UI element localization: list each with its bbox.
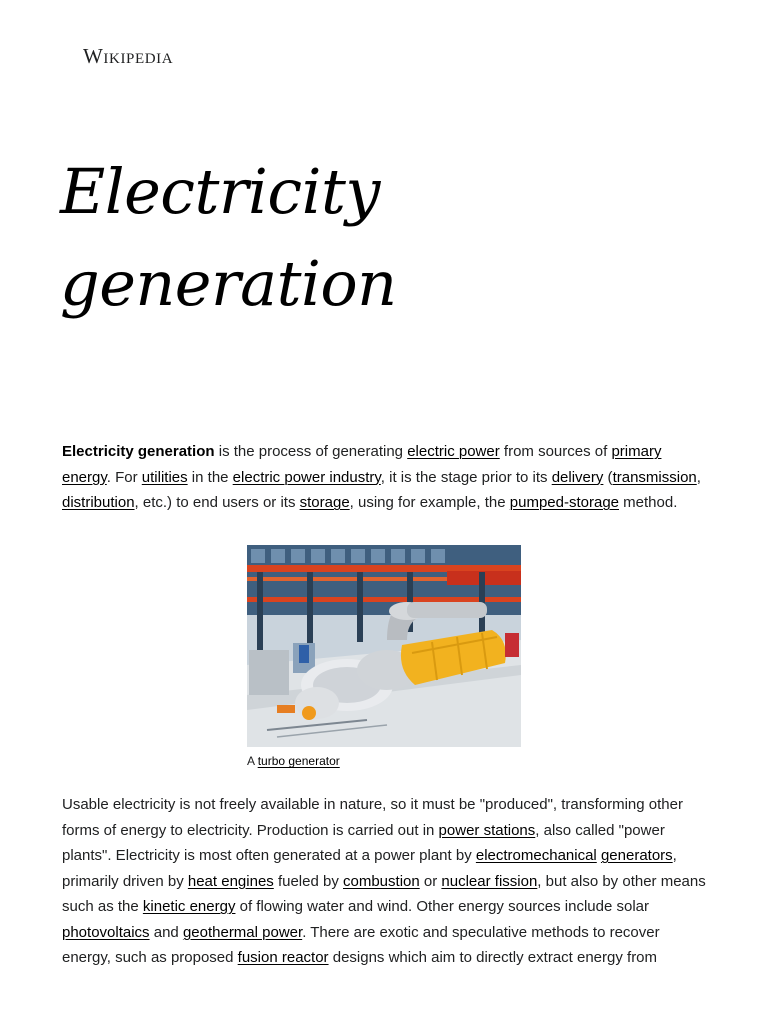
link-delivery[interactable]: delivery xyxy=(551,468,604,486)
paragraph-text: , etc.) to end users or its xyxy=(134,494,300,511)
link-electric-power[interactable]: electric power xyxy=(407,443,500,460)
paragraph-text: of flowing water and wind. Other energy sources include solar xyxy=(235,898,650,915)
paragraph-text: fueled by xyxy=(273,872,343,890)
page-title-line-2: generation xyxy=(60,247,397,320)
paragraph-text: , but also by other means such as the xyxy=(62,872,706,915)
link-distribution[interactable]: distribution xyxy=(62,494,135,511)
paragraph-text: designs which aim to directly extract energy from xyxy=(328,949,658,966)
figure-caption xyxy=(247,753,521,769)
paragraph-text: is the process of generating xyxy=(214,443,408,460)
intro-paragraph xyxy=(62,439,712,516)
link-pumped-storage[interactable]: pumped-storage xyxy=(509,494,619,511)
link-storage[interactable]: storage xyxy=(299,494,350,511)
link-utilities[interactable]: utilities xyxy=(141,468,188,486)
paragraph-text: from sources of xyxy=(499,443,612,460)
paragraph-text: ( xyxy=(603,468,613,486)
link-electromechanical[interactable]: electromechanical xyxy=(475,847,597,864)
link-primary-energy[interactable]: primary energy xyxy=(62,443,662,486)
link-geothermal-power[interactable]: geothermal power xyxy=(182,923,303,941)
link-combustion[interactable]: combustion xyxy=(343,872,420,890)
paragraph-text: . For xyxy=(106,468,142,486)
paragraph-text: , it is the stage prior to its xyxy=(380,468,552,486)
paragraph-text: . There are exotic and speculative methods to recover energy, such as proposed xyxy=(62,923,660,966)
paragraph-text: or xyxy=(419,872,442,890)
turbo-generator-figure xyxy=(247,545,521,769)
paragraph-text: , using for example, the xyxy=(349,494,510,511)
caption-text: A xyxy=(247,754,258,768)
page-title-line-1: Electricity xyxy=(60,155,380,228)
link-turbo-generator[interactable]: turbo generator xyxy=(257,754,340,768)
link-heat-engines[interactable]: heat engines xyxy=(187,872,274,890)
link-photovoltaics[interactable]: photovoltaics xyxy=(62,923,150,941)
page-title xyxy=(60,146,397,330)
paragraph-text: and xyxy=(149,923,183,941)
paragraph-text: , primarily driven by xyxy=(62,847,677,890)
paragraph-text: in the xyxy=(187,468,233,486)
link-transmission[interactable]: transmission xyxy=(612,468,697,486)
paragraph-text: method. xyxy=(619,494,678,511)
turbo-generator-image[interactable] xyxy=(247,545,521,747)
paragraph-text: , also called "power plants". Electricity is most often generated at a power plant by xyxy=(62,821,665,864)
wikipedia-logo[interactable]: Wikipedia xyxy=(83,44,174,68)
paragraph-text: , xyxy=(696,468,701,486)
link-nuclear-fission[interactable]: nuclear fission xyxy=(441,872,538,890)
paragraph-text: Usable electricity is not freely available in nature, so it must be "produced", transforming other forms of energy to electricity. Production is carried out in xyxy=(62,796,683,839)
link-generators[interactable]: generators xyxy=(600,847,673,864)
body-paragraph xyxy=(62,792,712,971)
link-kinetic-energy[interactable]: kinetic energy xyxy=(142,898,236,915)
link-electric-power-industry[interactable]: electric power industry xyxy=(232,468,381,486)
link-power-stations[interactable]: power stations xyxy=(438,821,536,839)
link-fusion-reactor[interactable]: fusion reactor xyxy=(237,949,329,966)
bold-term: Electricity generation xyxy=(62,443,215,460)
